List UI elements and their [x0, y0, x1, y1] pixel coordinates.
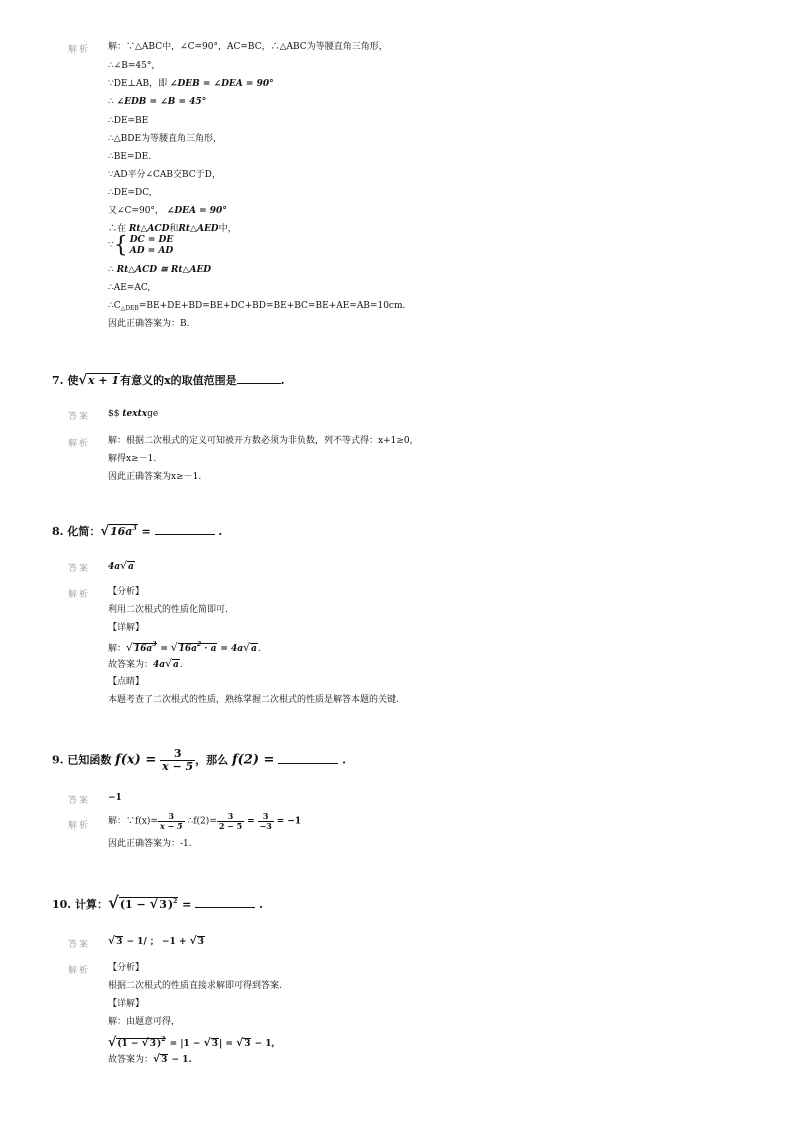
- q8-a4-radicand-2: 16a: [178, 644, 197, 654]
- question-9-number: 9.: [52, 753, 64, 767]
- q9-a1-text-b: ∴f(2)=: [187, 816, 217, 827]
- q9-analysis-1: [108, 812, 301, 831]
- sqrt-symbol: $√(1 - √3)^2$: [108, 1032, 166, 1052]
- q10-analysis-3: 【详解】: [108, 999, 145, 1009]
- sqrt-symbol: $√(1 - √3)^2$: [107, 893, 178, 912]
- q10-a5-radicand-2: 3: [211, 1039, 218, 1049]
- q10-answer-a: − 1/ ；: [123, 937, 159, 947]
- q8-analysis-5: [108, 658, 183, 671]
- q6-line-9: ∴DE=DC,: [108, 188, 152, 198]
- question-8-end: .: [218, 525, 223, 538]
- q8-a4-end: .: [257, 644, 261, 654]
- q6-line-13-math: Rt△ACD ≅ Rt△AED: [116, 265, 212, 275]
- q10-answer-radicand-1: 3: [116, 937, 123, 947]
- sqrt-symbol: √3: [108, 934, 123, 947]
- q10-a5-inner-b: ): [156, 1039, 162, 1049]
- answer-label: 答案: [68, 796, 91, 806]
- numerator: 3: [227, 811, 234, 821]
- q8-a4-equals: =: [160, 644, 168, 654]
- answer-blank: [155, 534, 215, 535]
- q7-answer-math: textx: [122, 409, 148, 419]
- q6-line-14: ∴AE=AC,: [108, 283, 151, 293]
- q10-analysis-1: 【分析】: [108, 963, 145, 973]
- question-7: [52, 372, 285, 388]
- question-9-function: f(x) =: [115, 752, 157, 768]
- q6-line-11-math-1: Rt△ACD: [128, 224, 170, 234]
- q6-line-13-text: ∴: [108, 265, 117, 275]
- q6-line-6: ∴△BDE为等腰直角三角形，: [108, 134, 223, 144]
- sqrt-symbol: $√16a^3$: [100, 524, 137, 539]
- answer-blank: [237, 383, 281, 384]
- q9-answer: −1: [108, 793, 122, 803]
- q6-line-10: [108, 205, 227, 217]
- analysis-label: 解析: [68, 45, 91, 55]
- q8-analysis-1: 【分析】: [108, 587, 145, 597]
- left-brace-icon: {: [113, 233, 128, 258]
- denominator: −3: [259, 821, 272, 831]
- answer-blank: [278, 763, 338, 764]
- analysis-label: 解析: [68, 966, 91, 976]
- question-8-radicand: 16a: [110, 525, 133, 538]
- question-9-end: .: [342, 753, 346, 767]
- denominator: x − 5: [159, 821, 183, 831]
- question-10: [52, 893, 263, 912]
- question-7-text-b: 有意义的x的取值范围是: [120, 374, 237, 387]
- q10-a5-end: − 1,: [251, 1039, 275, 1049]
- fraction: [158, 812, 185, 831]
- analysis-label: 解析: [68, 821, 91, 831]
- q8-answer-coefficient: 4a: [108, 562, 121, 572]
- q10-answer-b: −1 +: [162, 937, 190, 947]
- equation-row-2: AD = AD: [129, 246, 174, 256]
- q7-answer: [108, 408, 158, 420]
- q6-line-10-text: 又∠C=90°，: [108, 206, 164, 216]
- q10-a6-end: − 1.: [168, 1055, 192, 1065]
- q8-a4-radicand-3: a: [250, 644, 257, 654]
- question-9-numerator: 3: [173, 747, 182, 760]
- q8-a5-text: 故答案为：: [108, 660, 154, 670]
- q6-line-15-subscript: △DEB: [120, 305, 139, 312]
- q6-line-11-text-c: 中，: [218, 224, 237, 234]
- question-8-text: 化简：: [67, 525, 101, 538]
- question-8-equals: =: [141, 525, 151, 538]
- q6-line-3-math: ∠DEB = ∠DEA = 90°: [169, 79, 274, 89]
- q8-a4-exponent-2: 2: [197, 641, 202, 648]
- question-8-number: 8.: [52, 525, 64, 538]
- q10-analysis-6: [108, 1053, 192, 1066]
- q6-line-13: [108, 264, 211, 276]
- q6-line-11-text-a: ∴在: [108, 224, 129, 234]
- question-7-number: 7.: [52, 374, 64, 387]
- q6-line-16: 因此正确答案为：B.: [108, 319, 190, 329]
- analysis-label: 解析: [68, 439, 91, 449]
- question-10-end: .: [259, 898, 263, 911]
- denominator: 2 − 5: [218, 821, 243, 831]
- q10-a5-inner-radicand: 3: [149, 1039, 156, 1049]
- sqrt-symbol: √3: [141, 1036, 156, 1049]
- question-9-text-b: ，那么: [195, 753, 229, 767]
- q8-a4-exponent-1: 3: [152, 641, 157, 648]
- q10-answer: [108, 935, 205, 948]
- numerator: 3: [168, 811, 175, 821]
- answer-label: 答案: [68, 940, 91, 950]
- q6-line-10-math: ∠DEA = 90°: [166, 206, 227, 216]
- sqrt-symbol: √a: [120, 559, 134, 572]
- answer-label: 答案: [68, 564, 91, 574]
- q8-analysis-3: 【详解】: [108, 623, 145, 633]
- q10-a5-mid: = |1 −: [169, 1039, 204, 1049]
- q6-line-15-text-a: ∴C: [108, 301, 121, 311]
- q10-analysis-5: [108, 1032, 275, 1052]
- q10-a5-mid2: | =: [218, 1039, 237, 1049]
- sqrt-symbol: $√16a^2 \cdot a$: [170, 641, 217, 654]
- question-8-exponent: 3: [132, 525, 137, 532]
- q6-line-7: ∴BE=DE.: [108, 152, 152, 162]
- question-7-end: .: [280, 374, 285, 387]
- q10-a5-exponent: 2: [161, 1036, 166, 1043]
- q6-line-12-because: ∵: [108, 240, 114, 251]
- q6-line-4-text: ∴: [108, 97, 117, 107]
- q6-line-3: [108, 78, 274, 90]
- question-8: [52, 523, 222, 539]
- q10-analysis-4: 解：由题意可得，: [108, 1017, 181, 1027]
- question-10-equals: =: [182, 898, 192, 911]
- sqrt-symbol: √3: [149, 897, 167, 912]
- question-10-inner-b: ): [167, 898, 174, 911]
- q8-analysis-4: [108, 639, 261, 655]
- q8-a5-end: .: [179, 660, 183, 670]
- q7-answer-b: ge: [147, 409, 159, 419]
- sqrt-symbol: √3: [189, 934, 205, 947]
- q9-a1-equals: =: [247, 816, 255, 827]
- sqrt-symbol: √3: [203, 1036, 218, 1049]
- q8-analysis-6: 【点睛】: [108, 677, 145, 687]
- q8-a5-radicand: a: [173, 660, 179, 670]
- q7-answer-a: $$: [108, 409, 120, 419]
- q10-a5-radicand-3: 3: [244, 1039, 251, 1049]
- q8-a4-radicand-2b: · a: [204, 644, 217, 654]
- q8-a4-text: 解：: [108, 644, 127, 654]
- q6-line-4-math: ∠EDB = ∠B = 45°: [116, 97, 207, 107]
- sqrt-symbol: √a: [243, 641, 257, 654]
- sqrt-symbol: $√16a^3$: [126, 641, 157, 654]
- fraction: [258, 812, 274, 831]
- q10-answer-radicand-2: 3: [197, 937, 205, 947]
- q7-analysis-2: 解得x≥－1.: [108, 454, 157, 464]
- q10-a5-inner-a: (1 −: [117, 1039, 142, 1049]
- q8-a5-coefficient: 4a: [153, 660, 166, 670]
- question-9-denominator: x − 5: [162, 760, 194, 773]
- question-10-exponent: 2: [173, 898, 178, 905]
- q9-analysis-2: 因此正确答案为：-1.: [108, 839, 192, 849]
- q6-line-1: 解：∵△ABC中，∠C=90°，AC=BC，∴△ABC为等腰直角三角形，: [108, 42, 388, 52]
- q8-answer: [108, 560, 135, 573]
- sqrt-symbol: √3: [153, 1052, 168, 1065]
- q8-a4-radicand-1: 16a: [133, 644, 153, 654]
- question-9-fraction: [160, 748, 195, 773]
- q6-line-5: ∴DE=BE: [108, 116, 149, 126]
- question-10-text: 计算：: [74, 898, 108, 911]
- analysis-label: 解析: [68, 590, 91, 600]
- q9-a1-result: = −1: [276, 816, 302, 827]
- q7-analysis-3: 因此正确答案为x≥－1.: [108, 472, 202, 482]
- question-10-inner-radicand: 3: [159, 898, 167, 911]
- q6-line-8: ∵AD平分∠CAB交BC于D，: [108, 170, 221, 180]
- answer-label: 答案: [68, 412, 91, 422]
- question-10-inner-a: (1 −: [119, 898, 150, 911]
- equation-system: [130, 235, 173, 257]
- fraction: [217, 812, 244, 831]
- sqrt-symbol: √3: [236, 1036, 251, 1049]
- question-7-text-a: 使: [67, 374, 79, 387]
- answer-blank: [195, 907, 255, 908]
- q6-line-15-text-b: =BE+DE+BD=BE+DC+BD=BE+BC=BE+AE=AB=10cm.: [138, 301, 406, 311]
- q6-line-15: [108, 300, 405, 315]
- q8-analysis-7: 本题考查了二次根式的性质，熟练掌握二次根式的性质是解答本题的关键.: [108, 695, 399, 705]
- q8-a4-result: = 4a: [220, 644, 244, 654]
- q10-analysis-2: 根据二次根式的性质直接求解即可得到答案.: [108, 981, 282, 991]
- q9-a1-text: 解：∵f(x)=: [108, 816, 158, 827]
- sqrt-symbol: √a: [165, 657, 179, 670]
- question-9-text-a: 已知函数: [67, 753, 112, 767]
- q6-line-3-text: ∵DE⊥AB，即: [108, 79, 170, 89]
- question-9: [52, 748, 346, 773]
- numerator: 3: [262, 811, 269, 821]
- equation-row-1: DC = DE: [129, 235, 174, 245]
- q10-a6-text: 故答案为：: [108, 1055, 154, 1065]
- q8-analysis-2: 利用二次根式的性质化简即可.: [108, 605, 228, 615]
- q6-line-11-text-b: 和: [169, 224, 179, 234]
- q6-line-11-math-2: Rt△AED: [178, 224, 219, 234]
- q10-a6-radicand: 3: [161, 1055, 168, 1065]
- q6-line-4: [108, 96, 206, 108]
- q7-analysis-1: 解：根据二次根式的定义可知被开方数必须为非负数，列不等式得：x+1≥0，: [108, 436, 419, 446]
- sqrt-symbol: √x + 1: [78, 373, 120, 388]
- q6-line-2: ∴∠B=45°，: [108, 61, 161, 71]
- q8-answer-radicand: a: [127, 562, 134, 572]
- q6-line-12-system: [108, 235, 173, 257]
- question-10-number: 10.: [52, 898, 72, 911]
- question-9-f2: f(2) =: [232, 752, 275, 768]
- question-7-radicand: x + 1: [88, 374, 120, 387]
